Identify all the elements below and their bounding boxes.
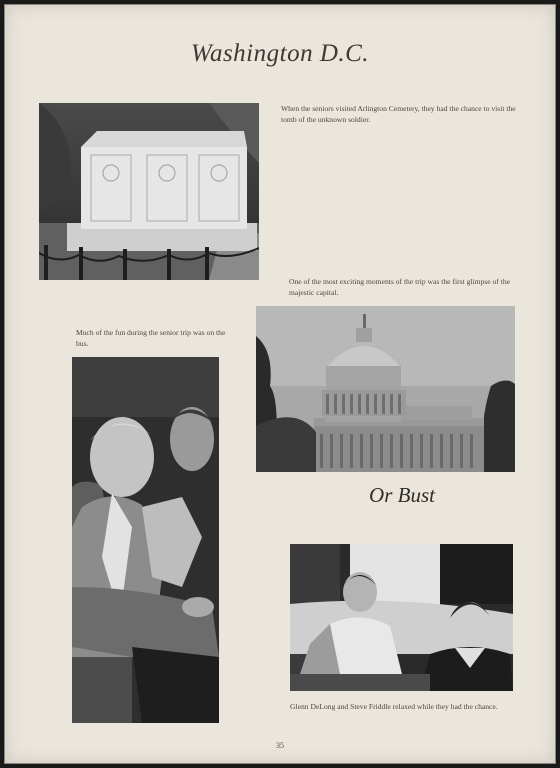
bus-photo xyxy=(72,357,219,723)
page-subtitle: Or Bust xyxy=(369,483,435,507)
bleed-through-text xyxy=(36,66,37,81)
capitol-caption: One of the most exciting moments of the trip was the first glimpse of the majestic capital. xyxy=(289,277,511,298)
bus-caption: Much of the fun during the senior trip was on the bus. xyxy=(76,328,226,349)
capitol-photo xyxy=(256,306,515,472)
relax-caption: Glenn DeLong and Steve Friddle relaxed while they had the chance. xyxy=(290,702,498,711)
tomb-caption: When the seniors visited Arlington Cemetery, they had the chance to visit the tomb of the unknown soldier. xyxy=(281,104,516,125)
relaxing-photo xyxy=(290,544,513,691)
tomb-photo xyxy=(39,103,259,280)
page-number: 35 xyxy=(276,741,284,750)
page-title: Washington D.C. xyxy=(190,40,370,67)
